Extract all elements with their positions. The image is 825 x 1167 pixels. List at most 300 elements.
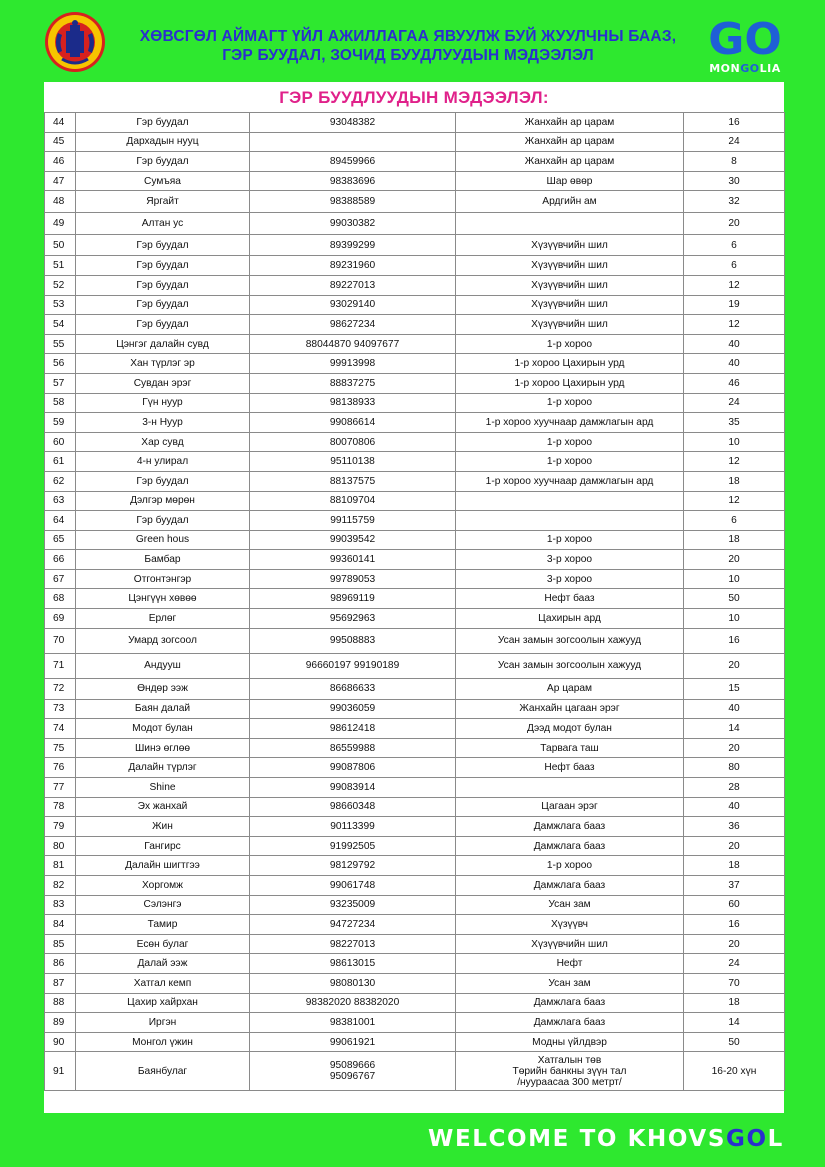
row-capacity: 32 [684, 191, 785, 213]
row-name: Эх жанхай [76, 797, 250, 817]
table-row [45, 817, 785, 837]
row-phone: 98383696 [250, 171, 456, 191]
row-num: 65 [45, 530, 76, 550]
row-phone: 94727234 [250, 915, 456, 935]
row-phone: 89459966 [250, 152, 456, 172]
row-location [456, 778, 684, 798]
row-num: 74 [45, 719, 76, 739]
footer-text-a: WELCOME TO KHOVS [428, 1126, 726, 1152]
row-capacity: 6 [684, 235, 785, 256]
row-capacity: 20 [684, 213, 785, 235]
row-phone: 99086614 [250, 413, 456, 433]
row-location: Цагаан эрэг [456, 797, 684, 817]
table-row [45, 758, 785, 778]
table-row [45, 275, 785, 295]
row-phone: 80070806 [250, 432, 456, 452]
table-row [45, 373, 785, 393]
row-capacity: 12 [684, 491, 785, 511]
row-phone: 99061748 [250, 876, 456, 896]
row-capacity: 60 [684, 895, 785, 915]
row-phone: 98612418 [250, 719, 456, 739]
row-capacity: 16 [684, 628, 785, 653]
row-capacity: 70 [684, 973, 785, 993]
row-location: Жанхайн ар царам [456, 132, 684, 152]
row-capacity: 14 [684, 719, 785, 739]
table-row [45, 778, 785, 798]
row-name: 3-н Нуур [76, 413, 250, 433]
row-name: Цэнгэг далайн сувд [76, 334, 250, 354]
row-num: 52 [45, 275, 76, 295]
row-phone: 98613015 [250, 954, 456, 974]
row-capacity: 35 [684, 413, 785, 433]
row-phone: 98388589 [250, 191, 456, 213]
row-phone: 99061921 [250, 1032, 456, 1052]
row-capacity: 16 [684, 915, 785, 935]
row-num: 76 [45, 758, 76, 778]
table-row [45, 738, 785, 758]
row-phone: 99087806 [250, 758, 456, 778]
row-name: Баянбулаг [76, 1052, 250, 1091]
row-num: 44 [45, 113, 76, 133]
row-location: Усан зам [456, 895, 684, 915]
table-row [45, 628, 785, 653]
table-row [45, 113, 785, 133]
table-row [45, 569, 785, 589]
row-location: Дээд модот булан [456, 719, 684, 739]
row-num: 78 [45, 797, 76, 817]
logo-go-text: GO [708, 14, 782, 65]
table-row [45, 393, 785, 413]
row-capacity: 6 [684, 511, 785, 531]
row-phone: 93029140 [250, 295, 456, 315]
row-capacity: 80 [684, 758, 785, 778]
row-capacity: 18 [684, 993, 785, 1013]
row-capacity: 30 [684, 171, 785, 191]
row-capacity: 20 [684, 550, 785, 570]
row-name: Монгол үжин [76, 1032, 250, 1052]
table-row [45, 471, 785, 491]
row-num: 53 [45, 295, 76, 315]
row-location: Хүзүүвч [456, 915, 684, 935]
row-phone: 98138933 [250, 393, 456, 413]
row-num: 75 [45, 738, 76, 758]
row-location: Тарвага таш [456, 738, 684, 758]
row-location: Хүзүүвчийн шил [456, 295, 684, 315]
row-num: 64 [45, 511, 76, 531]
row-name: Хар сувд [76, 432, 250, 452]
row-phone: 99789053 [250, 569, 456, 589]
row-location: Цахирын ард [456, 609, 684, 629]
row-num: 47 [45, 171, 76, 191]
row-phone: 99360141 [250, 550, 456, 570]
row-name: Хатгал кемп [76, 973, 250, 993]
row-capacity: 20 [684, 836, 785, 856]
row-name: Гангирс [76, 836, 250, 856]
row-num: 58 [45, 393, 76, 413]
row-num: 86 [45, 954, 76, 974]
table-row [45, 876, 785, 896]
row-name: Гэр буудал [76, 471, 250, 491]
footer-text-b: GO [726, 1126, 768, 1152]
row-num: 82 [45, 876, 76, 896]
row-capacity: 36 [684, 817, 785, 837]
table-row [45, 511, 785, 531]
row-name: Далай ээж [76, 954, 250, 974]
section-title: ГЭР БУУДЛУУДЫН МЭДЭЭЛЭЛ: [279, 88, 549, 107]
row-phone: 88044870 94097677 [250, 334, 456, 354]
row-name: Отгонтэнгэр [76, 569, 250, 589]
row-num: 79 [45, 817, 76, 837]
row-num: 57 [45, 373, 76, 393]
row-location: 1-р хороо [456, 393, 684, 413]
row-capacity: 6 [684, 256, 785, 276]
row-name: Гэр буудал [76, 315, 250, 335]
title-line-2: ГЭР БУУДАЛ, ЗОЧИД БУУДЛУУДЫН МЭДЭЭЛЭЛ [222, 47, 594, 64]
table-row [45, 719, 785, 739]
row-num: 87 [45, 973, 76, 993]
row-location-line: /нуураасаа 300 метрт/ [517, 1076, 622, 1088]
row-name: Иргэн [76, 1013, 250, 1033]
row-number: 91 [45, 1052, 76, 1091]
row-name: Цахир хайрхан [76, 993, 250, 1013]
row-name: Гэр буудал [76, 511, 250, 531]
table-row [45, 171, 785, 191]
row-name: Андууш [76, 653, 250, 678]
row-capacity: 15 [684, 678, 785, 699]
row-num: 45 [45, 132, 76, 152]
row-name: Сувдан эрэг [76, 373, 250, 393]
row-location: Нефт [456, 954, 684, 974]
row-num: 77 [45, 778, 76, 798]
row-phone-line: 95089666 [329, 1060, 376, 1072]
row-location: 3-р хороо [456, 569, 684, 589]
table-row [45, 797, 785, 817]
row-capacity: 20 [684, 653, 785, 678]
row-phone: 93048382 [250, 113, 456, 133]
row-phone: 99115759 [250, 511, 456, 531]
row-num: 70 [45, 628, 76, 653]
row-capacity: 12 [684, 315, 785, 335]
row-phone: 98969119 [250, 589, 456, 609]
row-location: Нефт бааз [456, 589, 684, 609]
row-capacity: 24 [684, 393, 785, 413]
row-num: 62 [45, 471, 76, 491]
row-num: 66 [45, 550, 76, 570]
header [0, 0, 825, 82]
row-name: Сумъяа [76, 171, 250, 191]
row-name: Шинэ өглөө [76, 738, 250, 758]
row-name: Далайн түрлэг [76, 758, 250, 778]
row-phone: 99508883 [250, 628, 456, 653]
footer-text-c: L [767, 1126, 784, 1152]
row-capacity: 12 [684, 452, 785, 472]
table-row [45, 954, 785, 974]
row-location: 1-р хороо [456, 334, 684, 354]
row-phone: 96660197 99190189 [250, 653, 456, 678]
table-row [45, 915, 785, 935]
row-location: Дамжлага бааз [456, 836, 684, 856]
table-row [45, 609, 785, 629]
table-row [45, 895, 785, 915]
row-name: Тамир [76, 915, 250, 935]
row-name: Умард зогсоол [76, 628, 250, 653]
row-location: Хүзүүвчийн шил [456, 315, 684, 335]
row-capacity: 19 [684, 295, 785, 315]
row-name: Яргайт [76, 191, 250, 213]
row-location [456, 1052, 684, 1091]
row-location: 1-р хороо хуучнаар дамжлагын ард [456, 413, 684, 433]
table-row [45, 256, 785, 276]
row-phone: 86559988 [250, 738, 456, 758]
row-name: Жин [76, 817, 250, 837]
table-row [45, 699, 785, 719]
row-num: 89 [45, 1013, 76, 1033]
row-phone: 99030382 [250, 213, 456, 235]
row-phone [250, 1052, 456, 1091]
row-name: Ерлөг [76, 609, 250, 629]
table-row [45, 295, 785, 315]
row-location: 1-р хороо [456, 530, 684, 550]
row-phone: 88137575 [250, 471, 456, 491]
row-location: 1-р хороо [456, 452, 684, 472]
row-capacity: 28 [684, 778, 785, 798]
row-num: 69 [45, 609, 76, 629]
row-name: Гүн нуур [76, 393, 250, 413]
svg-text:MONGOLIA [709, 62, 781, 75]
row-location: Шар өвөр [456, 171, 684, 191]
row-location: Жанхайн цагаан эрэг [456, 699, 684, 719]
table-row [45, 235, 785, 256]
row-name: Дархадын нууц [76, 132, 250, 152]
row-location: Хүзүүвчийн шил [456, 275, 684, 295]
row-name: Shine [76, 778, 250, 798]
table-row [45, 973, 785, 993]
row-name: Бамбар [76, 550, 250, 570]
row-phone: 98080130 [250, 973, 456, 993]
table-row [45, 530, 785, 550]
row-num: 59 [45, 413, 76, 433]
row-location: Усан замын зогсоолын хажууд [456, 653, 684, 678]
row-num: 85 [45, 934, 76, 954]
row-name: Далайн шигтгээ [76, 856, 250, 876]
row-name: Гэр буудал [76, 113, 250, 133]
row-location [456, 213, 684, 235]
row-capacity: 40 [684, 334, 785, 354]
row-capacity: 40 [684, 797, 785, 817]
table-row [45, 993, 785, 1013]
table-row [45, 334, 785, 354]
row-location: Дамжлага бааз [456, 993, 684, 1013]
row-location: 1-р хороо Цахирын урд [456, 354, 684, 374]
row-num: 84 [45, 915, 76, 935]
row-num: 46 [45, 152, 76, 172]
row-num: 48 [45, 191, 76, 213]
table-row [45, 836, 785, 856]
row-location: 1-р хороо хуучнаар дамжлагын ард [456, 471, 684, 491]
table-row [45, 452, 785, 472]
logo-mongolia-part-c: LIA [759, 62, 781, 75]
row-capacity: 10 [684, 432, 785, 452]
row-name: Дэлгэр мөрөн [76, 491, 250, 511]
row-phone: 95110138 [250, 452, 456, 472]
row-phone: 99039542 [250, 530, 456, 550]
row-location: 3-р хороо [456, 550, 684, 570]
document-title [118, 27, 698, 65]
row-name: Гэр буудал [76, 256, 250, 276]
row-capacity: 37 [684, 876, 785, 896]
row-location: Дамжлага бааз [456, 1013, 684, 1033]
row-location: Дамжлага бааз [456, 817, 684, 837]
row-location: Ар царам [456, 678, 684, 699]
row-name: Модот булан [76, 719, 250, 739]
row-capacity: 20 [684, 738, 785, 758]
row-phone: 86686633 [250, 678, 456, 699]
row-phone: 88109704 [250, 491, 456, 511]
row-num: 81 [45, 856, 76, 876]
table-row [45, 152, 785, 172]
row-phone: 99913998 [250, 354, 456, 374]
row-name: Баян далай [76, 699, 250, 719]
row-location: Хүзүүвчийн шил [456, 934, 684, 954]
row-capacity: 18 [684, 471, 785, 491]
table-row [45, 191, 785, 213]
table-row [45, 550, 785, 570]
row-location: Жанхайн ар царам [456, 152, 684, 172]
row-phone: 93235009 [250, 895, 456, 915]
go-mongolia-logo [700, 12, 790, 76]
row-num: 50 [45, 235, 76, 256]
row-num: 71 [45, 653, 76, 678]
row-capacity: 20 [684, 934, 785, 954]
row-num: 55 [45, 334, 76, 354]
row-name: Хан түрлэг эр [76, 354, 250, 374]
row-location [456, 491, 684, 511]
row-capacity: 18 [684, 530, 785, 550]
row-location: 1-р хороо [456, 856, 684, 876]
row-phone: 90113399 [250, 817, 456, 837]
row-phone: 89399299 [250, 235, 456, 256]
row-phone: 98627234 [250, 315, 456, 335]
row-location: Ардгийн ам [456, 191, 684, 213]
row-location: 1-р хороо [456, 432, 684, 452]
row-phone: 98129792 [250, 856, 456, 876]
guesthouse-table [44, 112, 785, 1091]
row-location-line: Төрийн банкны зүүн тал [512, 1065, 627, 1077]
row-capacity: 14 [684, 1013, 785, 1033]
title-line-1: ХӨВСГӨЛ АЙМАГТ ҮЙЛ АЖИЛЛАГАА ЯВУУЛЖ БУЙ ЖУУЛЧНЫ БААЗ, [139, 28, 677, 45]
table-row [45, 432, 785, 452]
row-location: Нефт бааз [456, 758, 684, 778]
row-location: Модны үйлдвэр [456, 1032, 684, 1052]
row-phone: 99083914 [250, 778, 456, 798]
row-name: Гэр буудал [76, 152, 250, 172]
province-emblem-icon [44, 11, 106, 73]
row-num: 63 [45, 491, 76, 511]
table-row [45, 856, 785, 876]
row-location: 1-р хороо Цахирын урд [456, 373, 684, 393]
row-name: Есөн булаг [76, 934, 250, 954]
table-row [45, 132, 785, 152]
table-row [45, 934, 785, 954]
row-capacity: 16-20 хүн [684, 1052, 785, 1091]
table-row [45, 653, 785, 678]
row-location: Жанхайн ар царам [456, 113, 684, 133]
row-capacity: 10 [684, 609, 785, 629]
row-name: Гэр буудал [76, 295, 250, 315]
table-row [45, 213, 785, 235]
row-num: 80 [45, 836, 76, 856]
row-name: Хоргомж [76, 876, 250, 896]
row-phone: 89231960 [250, 256, 456, 276]
row-name: Цэнгүүн хөвөө [76, 589, 250, 609]
table-row [45, 491, 785, 511]
table-row [45, 589, 785, 609]
footer-welcome [428, 1124, 800, 1154]
row-phone: 99036059 [250, 699, 456, 719]
row-capacity: 40 [684, 699, 785, 719]
info-sheet [44, 82, 784, 1113]
row-location [456, 511, 684, 531]
row-name: Өндөр ээж [76, 678, 250, 699]
row-name: Сэлэнгэ [76, 895, 250, 915]
row-num: 68 [45, 589, 76, 609]
row-num: 60 [45, 432, 76, 452]
row-capacity: 10 [684, 569, 785, 589]
row-phone [250, 132, 456, 152]
row-num: 90 [45, 1032, 76, 1052]
row-capacity: 16 [684, 113, 785, 133]
row-phone: 89227013 [250, 275, 456, 295]
row-location-line: Хатгалын төв [537, 1054, 602, 1066]
logo-mongolia-part-a: MON [709, 62, 741, 75]
row-num: 67 [45, 569, 76, 589]
row-phone: 95692963 [250, 609, 456, 629]
table-row [45, 1032, 785, 1052]
row-name: Алтан ус [76, 213, 250, 235]
row-capacity: 40 [684, 354, 785, 374]
row-phone: 98381001 [250, 1013, 456, 1033]
row-capacity: 24 [684, 954, 785, 974]
row-location: Хүзүүвчийн шил [456, 235, 684, 256]
row-location: Хүзүүвчийн шил [456, 256, 684, 276]
row-phone: 98227013 [250, 934, 456, 954]
row-num: 49 [45, 213, 76, 235]
row-capacity: 18 [684, 856, 785, 876]
table-row [45, 1052, 785, 1091]
table-row [45, 413, 785, 433]
row-capacity: 8 [684, 152, 785, 172]
row-name: Гэр буудал [76, 275, 250, 295]
table-row [45, 1013, 785, 1033]
row-num: 56 [45, 354, 76, 374]
row-location: Дамжлага бааз [456, 876, 684, 896]
row-num: 51 [45, 256, 76, 276]
row-phone: 98382020 88382020 [250, 993, 456, 1013]
table-row [45, 354, 785, 374]
row-num: 73 [45, 699, 76, 719]
row-phone-line: 95096767 [329, 1071, 376, 1083]
row-capacity: 50 [684, 589, 785, 609]
row-capacity: 24 [684, 132, 785, 152]
table-row [45, 315, 785, 335]
row-capacity: 50 [684, 1032, 785, 1052]
table-row [45, 678, 785, 699]
row-num: 88 [45, 993, 76, 1013]
row-phone: 98660348 [250, 797, 456, 817]
row-num: 61 [45, 452, 76, 472]
row-location: Усан замын зогсоолын хажууд [456, 628, 684, 653]
row-num: 83 [45, 895, 76, 915]
